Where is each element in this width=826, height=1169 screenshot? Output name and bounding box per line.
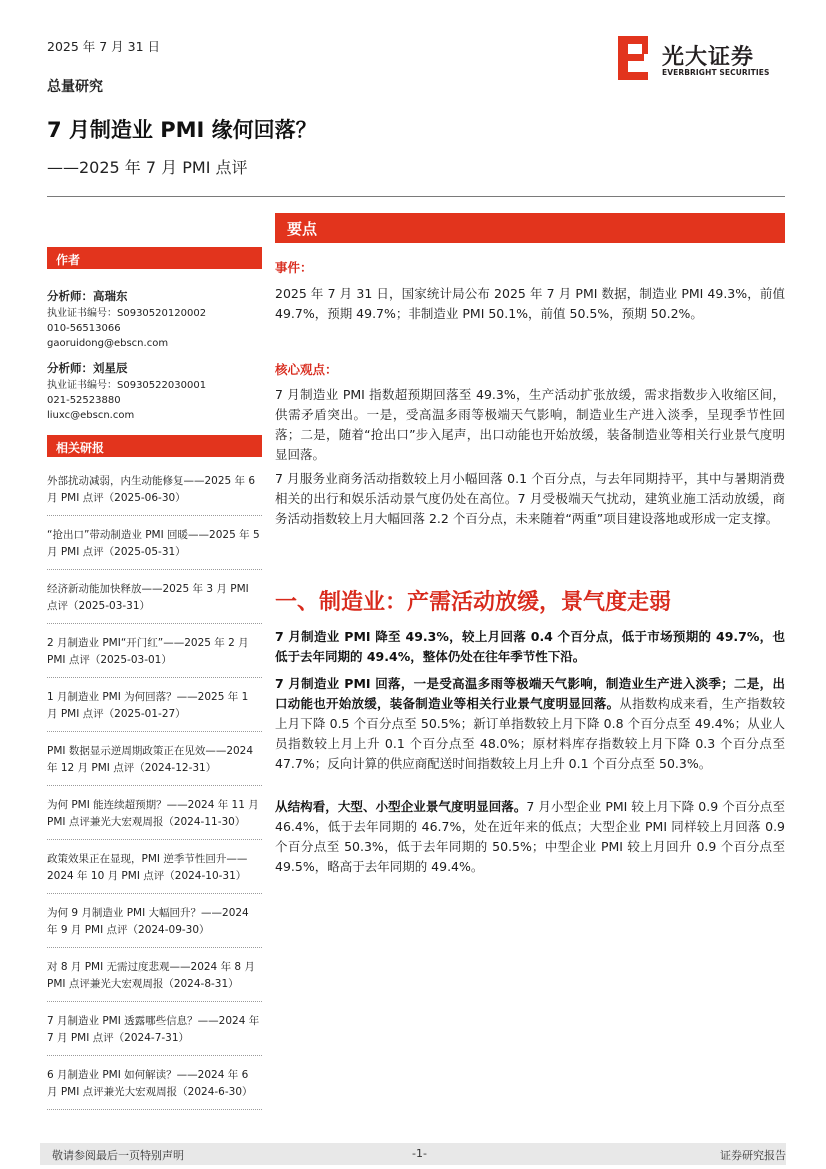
related-report-link[interactable]: 6 月制造业 PMI 如何解读？——2024 年 6 月 PMI 点评兼光大宏观周报（2024-6-30）	[47, 1067, 262, 1110]
analyst-cert: 执业证书编号：S0930522030001	[47, 380, 207, 391]
event-label: 事件：	[275, 260, 313, 275]
core-view-paragraph: 7 月制造业 PMI 指数超预期回落至 49.3%，生产活动扩张放缓，需求指数步入收缩区间，供需矛盾突出。一是，受高温多雨等极端天气影响，制造业生产进入淡季，呈现季节性回落；二是，随着“抢出口”步入尾声，出口动能也开始放缓，装备制造业等相关行业景气度明显回落。	[275, 387, 785, 462]
analyst-phone: 010-56513066	[47, 323, 121, 334]
related-report-link[interactable]: 外部扰动减弱，内生动能修复——2025 年 6 月 PMI 点评（2025-06-30）	[47, 473, 262, 516]
analyst-name: 分析师：刘星辰	[47, 361, 128, 375]
related-report-link[interactable]: 2 月制造业 PMI“开门红”——2025 年 2 月 PMI 点评（2025-03-01）	[47, 635, 262, 678]
body-paragraph	[275, 627, 785, 667]
report-title: 7 月制造业 PMI 缘何回落？	[47, 118, 317, 142]
report-category: 总量研究	[47, 79, 103, 95]
analyst-email: gaoruidong@ebscn.com	[47, 338, 169, 349]
paragraph-lead: 从结构看，大型、小型企业景气度明显回落。	[275, 799, 527, 814]
related-report-link[interactable]: 为何 9 月制造业 PMI 大幅回升？——2024 年 9 月 PMI 点评（2024-09-30）	[47, 905, 262, 948]
analyst-email: liuxc@ebscn.com	[47, 410, 135, 421]
document-type: 证券研究报告	[720, 1149, 786, 1162]
page-number: -1-	[412, 1147, 427, 1160]
related-report-link[interactable]: 7 月制造业 PMI 透露哪些信息？——2024 年 7 月 PMI 点评（2024-7-31）	[47, 1013, 262, 1056]
core-view-label: 核心观点：	[275, 362, 338, 377]
core-view-paragraph: 7 月服务业商务活动指数较上月小幅回落 0.1 个百分点，与去年同期持平，其中与暑期消费相关的出行和娱乐活动景气度仍处在高位。7 月受极端天气扰动，建筑业施工活动放缓，商务活动指数较上月大幅回落 2.2 个百分点，未来随着“两重”项目建设落地或形成一定支撑。	[275, 471, 785, 526]
event-text: 2025 年 7 月 31 日，国家统计局公布 2025 年 7 月 PMI 数据，制造业 PMI 49.3%，前值 49.7%，预期 49.7%；非制造业 PMI 50.1%，前值 50.5%，预期 50.2%。	[275, 286, 785, 321]
header-divider	[47, 196, 785, 197]
disclaimer-note: 敬请参阅最后一页特别声明	[52, 1149, 184, 1162]
analyst-card	[47, 361, 206, 423]
brand-logo	[616, 36, 786, 80]
key-points-heading: 要点	[275, 213, 785, 243]
paragraph-text: 从指数构成来看，生产指数较上月下降 0.5 个百分点至 50.5%；新订单指数较上月下降 0.8 个百分点至 49.4%；从业人员指数较上月上升 0.1 个百分点至 48.0%；原材料库存指数较上月下降 0.3 个百分点至 47.7%；反向计算的供应商配送时间指数较上月上升 0.1 个百分点至 50.3%。	[275, 696, 785, 771]
brand-name-en: EVERBRIGHT SECURITIES	[662, 68, 770, 77]
analyst-card	[47, 289, 206, 351]
authors-heading: 作者	[47, 247, 262, 269]
brand-name-cn: 光大证券	[662, 45, 755, 70]
analyst-name: 分析师：高瑞东	[47, 289, 128, 303]
body-paragraph	[275, 797, 785, 877]
related-report-link[interactable]: 政策效果正在显现，PMI 逆季节性回升——2024 年 10 月 PMI 点评（2024-10-31）	[47, 851, 262, 894]
related-report-link[interactable]: 1 月制造业 PMI 为何回落？——2025 年 1 月 PMI 点评（2025-01-27）	[47, 689, 262, 732]
related-reports-heading: 相关研报	[47, 435, 262, 457]
related-report-link[interactable]: 为何 PMI 能连续超预期？——2024 年 11 月 PMI 点评兼光大宏观周报（2024-11-30）	[47, 797, 262, 840]
body-paragraph	[275, 674, 785, 774]
report-date: 2025 年 7 月 31 日	[47, 39, 161, 54]
section-heading: 一、制造业：产需活动放缓，景气度走弱	[275, 590, 672, 615]
paragraph-lead: 7 月制造业 PMI 降至 49.3%，较上月回落 0.4 个百分点，低于市场预期的 49.7%，也低于去年同期的 49.4%，整体仍处在往年季节性下沿。	[275, 629, 785, 664]
page-footer	[40, 1143, 786, 1165]
report-subtitle: ——2025 年 7 月 PMI 点评	[47, 158, 248, 177]
related-report-link[interactable]: 经济新动能加快释放——2025 年 3 月 PMI 点评（2025-03-31）	[47, 581, 262, 624]
everbright-logo-icon	[616, 36, 650, 80]
related-reports-list	[47, 473, 262, 1121]
related-report-link[interactable]: PMI 数据显示逆周期政策正在见效——2024 年 12 月 PMI 点评（2024-12-31）	[47, 743, 262, 786]
paragraph-text: 7 月小型企业 PMI 较上月下降 0.9 个百分点至 46.4%，低于去年同期的 46.7%，处在近年来的低点；大型企业 PMI 同样较上月回落 0.9 个百分点至 50.3%，低于去年同期的 50.5%；中型企业 PMI 较上月回升 0.9 个百分点至 49.5%，略高于去年同期的 49.4%。	[275, 799, 785, 874]
analyst-cert: 执业证书编号：S0930520120002	[47, 308, 207, 319]
related-report-link[interactable]: “抢出口”带动制造业 PMI 回暖——2025 年 5 月 PMI 点评（2025-05-31）	[47, 527, 262, 570]
related-report-link[interactable]: 对 8 月 PMI 无需过度悲观——2024 年 8 月 PMI 点评兼光大宏观周报（2024-8-31）	[47, 959, 262, 1002]
analyst-phone: 021-52523880	[47, 395, 121, 406]
paragraph-lead: 7 月制造业 PMI 回落，一是受高温多雨等极端天气影响，制造业生产进入淡季；二是，出口动能也开始放缓，装备制造业等相关行业景气度明显回落。	[275, 676, 785, 711]
